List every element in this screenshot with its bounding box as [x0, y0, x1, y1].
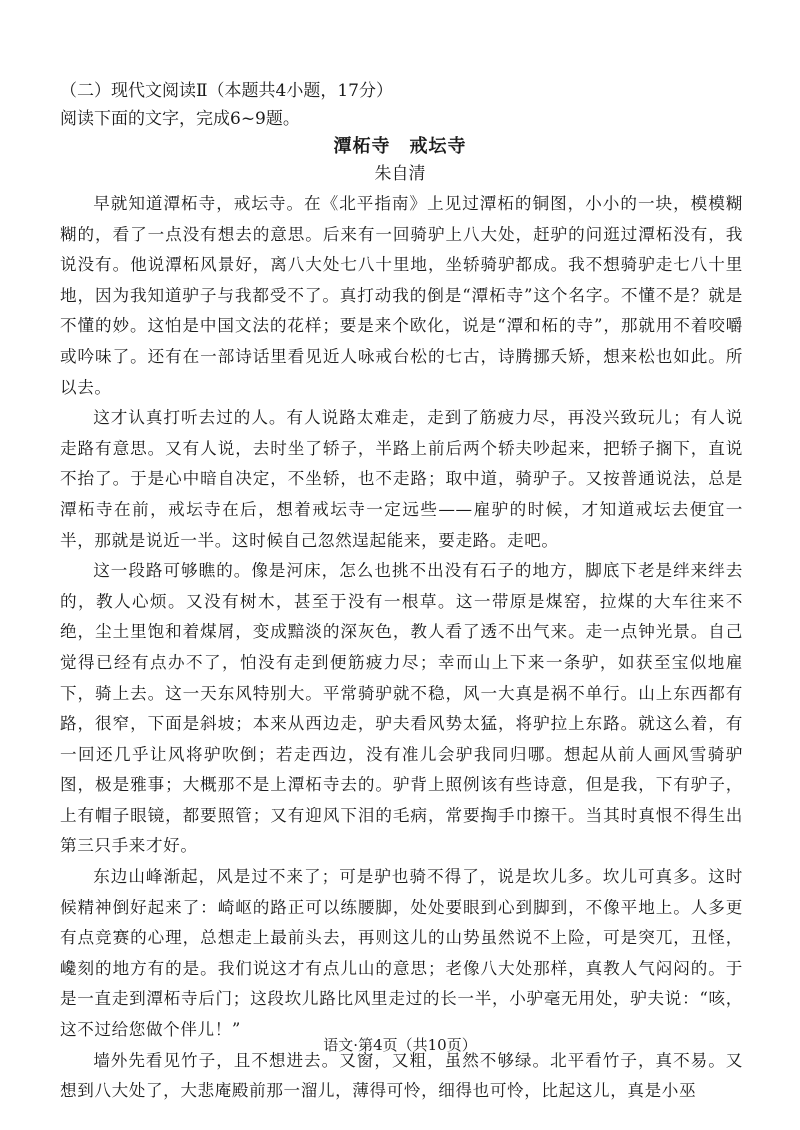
article-title: 潭柘寺 戒坛寺: [333, 136, 467, 157]
paragraph-2: 这才认真打听去过的人。有人说路太难走，走到了筋疲力尽，再没兴致玩儿；有人说走路有意思。又有人说，去时坐了轿子，半路上前后两个轿夫吵起来，把轿子搁下，直说不抬了。于是心中暗自决定，不坐轿，也不走路；取中道，骑驴子。又按普通说法，总是潭柘寺在前，戒坛寺在后，想着戒坛寺一定远些——雇驴的时候，才知道戒坛去便宜一半，那就是说近一半。这时候自己忽然逞起能来，要走路。走吧。: [60, 408, 743, 550]
section-title: （二）现代文阅读Ⅱ（本题共4小题，17分）: [60, 81, 394, 101]
paragraph-4: 东边山峰渐起，风是过不来了；可是驴也骑不得了，说是坎儿多。坎儿可真多。这时候精神倒好起来了：崎岖的路正可以练腰脚，处处要眼到心到脚到，不像平地上。人多更有点竞赛的心理，总想走上最前头去，再则这儿的山势虽然说不上险，可是突兀，丑怪，巉刻的地方有的是。我们说这才有点儿山的意思；老像八大处那样，真教人气闷闷的。于是一直走到潭柘寺后门；这段坎儿路比风里走过的长一半，小驴毫无用处，驴夫说：“咳，这不过给您做个伴儿！”: [60, 867, 743, 1040]
page-footer: 语文·第4页（共10页）: [323, 1036, 477, 1054]
article-body: [60, 189, 743, 1107]
reading-instruction: 阅读下面的文字，完成6~9题。: [60, 109, 300, 129]
paragraph-5: 墙外先看见竹子，且不想进去。又窗，又粗，虽然不够绿。北平看竹子，真不易。又想到八大处了，大悲庵殿前那一溜儿，薄得可怜，细得也可怜，比起这儿，真是小巫: [60, 1050, 743, 1101]
paragraph-1: 早就知道潭柘寺，戒坛寺。在《北平指南》上见过潭柘的铜图，小小的一块，模模糊糊的，看了一点没有想去的意思。后来有一回骑驴上八大处，赶驴的问逛过潭柘没有，我说没有。他说潭柘风景好，离八大处七八十里地，坐轿骑驴都成。我不想骑驴走七八十里地，因为我知道驴子与我都受不了。真打动我的倒是“潭柘寺”这个名字。不懂不是？就是不懂的妙。这怕是中国文法的花样；要是来个欧化，说是“潭和柘的寺”，那就用不着咬嚼或吟味了。还有在一部诗话里看见近人咏戒台松的七古，诗腾挪夭矫，想来松也如此。所以去。: [60, 194, 743, 397]
paragraph-3: 这一段路可够瞧的。像是河床，怎么也挑不出没有石子的地方，脚底下老是绊来绊去的，教人心烦。又没有树木，甚至于没有一根草。这一带原是煤窑，拉煤的大车往来不绝，尘土里饱和着煤屑，变成黯淡的深灰色，教人看了透不出气来。走一点钟光景。自己觉得已经有点办不了，怕没有走到便筋疲力尽；幸而山上下来一条驴，如获至宝似地雇下，骑上去。这一天东风特别大。平常骑驴就不稳，风一大真是祸不单行。山上东西都有路，很窄，下面是斜坡；本来从西边走，驴夫看风势太猛，将驴拉上东路。就这么着，有一回还几乎让风将驴吹倒；若走西边，没有准儿会驴我同归哪。想起从前人画风雪骑驴图，极是雅事；大概那不是上潭柘寺去的。驴背上照例该有些诗意，但是我，下有驴子，上有帽子眼镜，都要照管；又有迎风下泪的毛病，常要掏手巾擦干。当其时真恨不得生出第三只手来才好。: [60, 561, 743, 856]
article-author: 朱自清: [374, 164, 426, 184]
